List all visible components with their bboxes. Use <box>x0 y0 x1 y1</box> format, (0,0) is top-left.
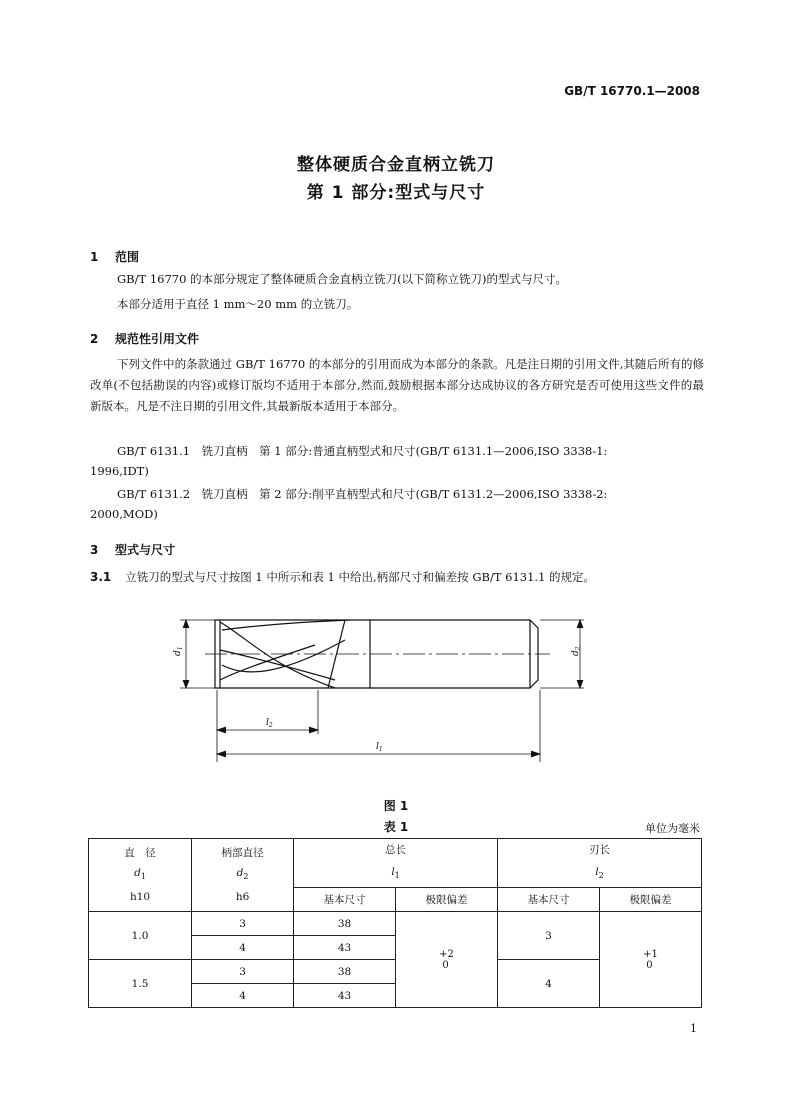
table-row: 1.5 3 38 4 <box>89 960 702 984</box>
header-diameter: 直 径 $d_1$ h10 <box>89 839 192 912</box>
table-caption: 表 1 <box>383 820 409 834</box>
flute-2 <box>222 620 350 630</box>
header-cutting-length: 刃长 $l_2$ <box>498 839 702 888</box>
ref-2-line-1: GB/T 6131.2 铣刀直柄 第 2 部分:削平直柄型式和尺寸(GB/T 6131.2—2006,ISO 3338-2: <box>117 487 608 501</box>
section-3-heading: 3 型式与尺寸 <box>90 543 176 557</box>
document-title: 整体硬质合金直柄立铣刀 <box>297 155 495 175</box>
section-2-heading: 2 规范性引用文件 <box>90 332 200 346</box>
header-shank-diameter: 柄部直径 $d_2$ h6 <box>192 839 294 912</box>
header-overall-length: 总长 $l_1$ <box>294 839 498 888</box>
section-1-para-2: 本部分适用于直径 1 mm～20 mm 的立铣刀。 <box>117 297 359 311</box>
clause-3-1: 3.1 立铣刀的型式与尺寸按图 1 中所示和表 1 中给出,柄部尺寸和偏差按 GB/T 6131.1 的规定。 <box>90 570 596 584</box>
standard-number: GB/T 16770.1—2008 <box>564 84 700 98</box>
table-row: 4 43 <box>89 984 702 1008</box>
ref-1-line-2: 1996,IDT) <box>90 464 149 478</box>
figure-caption: 图 1 <box>383 799 409 813</box>
flute-3 <box>220 650 335 680</box>
document-subtitle: 第 1 部分:型式与尺寸 <box>306 183 486 203</box>
flute-1 <box>220 622 335 688</box>
label-d2: $d_2$ <box>571 646 582 656</box>
end-mill-drawing <box>160 610 600 770</box>
ref-1-line-1: GB/T 6131.1 铣刀直柄 第 1 部分:普通直柄型式和尺寸(GB/T 6131.1—2006,ISO 3338-1: <box>117 444 608 458</box>
label-d1: $d_1$ <box>173 646 184 656</box>
table-row: 4 43 <box>89 936 702 960</box>
section-1-heading: 1 范围 <box>90 250 140 264</box>
l2-tolerance: +1 0 <box>599 912 701 1008</box>
label-l1: $l_1$ <box>376 742 383 753</box>
header-l1-basic: 基本尺寸 <box>294 888 396 912</box>
label-l2: $l_2$ <box>266 718 273 729</box>
section-2-paragraph: 下列文件中的条款通过 GB/T 16770 的本部分的引用而成为本部分的条款。凡是注日期的引用文件,其随后所有的修改单(不包括勘误的内容)或修订版均不适用于本部分,然而,鼓励根据本部分达成协议的各方研究是否可使用这些文件的最新版本。凡是不注日期的引用文件,其最新版本适用于本部分。 <box>90 357 704 413</box>
header-l1-limit: 极限偏差 <box>396 888 498 912</box>
header-l2-basic: 基本尺寸 <box>498 888 600 912</box>
l1-tolerance: +2 0 <box>396 912 498 1008</box>
spec-table <box>88 838 702 1008</box>
table-unit: 单位为毫米 <box>645 822 700 835</box>
page-number: 1 <box>690 1022 697 1035</box>
ref-2-line-2: 2000,MOD) <box>90 507 158 521</box>
table-row: 1.0 3 38 +2 0 3 +1 0 <box>89 912 702 936</box>
flute-5 <box>220 645 315 680</box>
section-1-para-1: GB/T 16770 的本部分规定了整体硬质合金直柄立铣刀(以下简称立铣刀)的型式与尺寸。 <box>117 272 568 286</box>
header-l2-limit: 极限偏差 <box>599 888 701 912</box>
